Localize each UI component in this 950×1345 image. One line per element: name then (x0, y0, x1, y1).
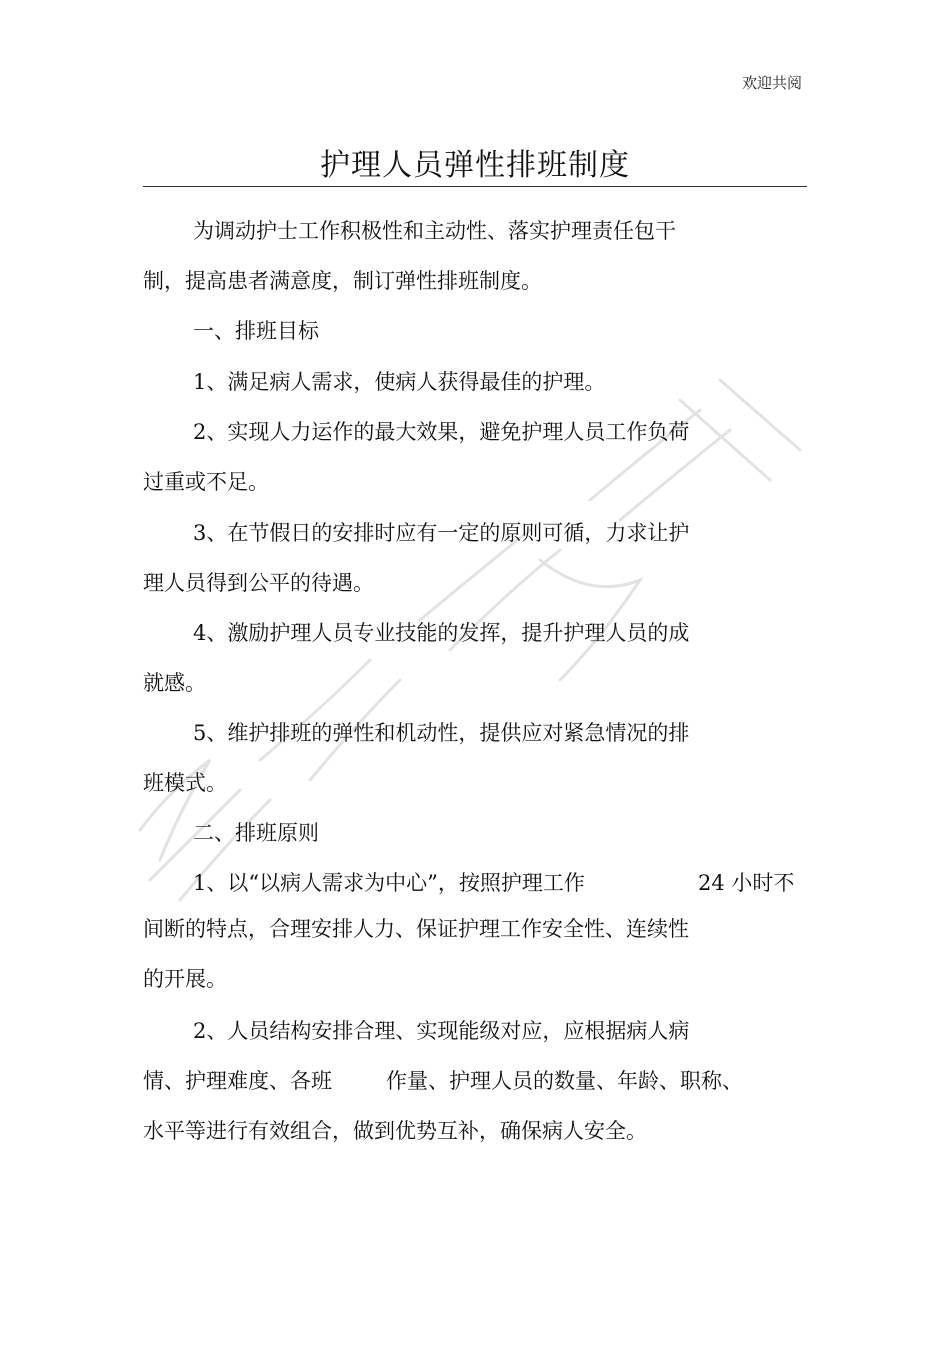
list-item: 1、以“以病人需求为中心”，按照护理工作 (193, 871, 585, 895)
list-item-continuation: 间断的特点，合理安排人力、保证护理工作安全性、连续性 (143, 917, 689, 941)
list-item-fragment: 作量、护理人员的数量、年龄、职称、 (386, 1069, 743, 1093)
list-item: 5、维护排班的弹性和机动性，提供应对紧急情况的排 (193, 721, 690, 745)
title-divider (143, 186, 807, 187)
list-item-continuation: 过重或不足。 (143, 470, 269, 494)
list-item-continuation: 班模式。 (143, 771, 227, 795)
list-item: 3、在节假日的安排时应有一定的原则可循，力求让护 (193, 521, 690, 545)
list-item-continuation: 的开展。 (143, 967, 227, 991)
list-item-fragment: 24 小时不 (698, 871, 795, 895)
list-item: 2、人员结构安排合理、实现能级对应，应根据病人病 (193, 1019, 690, 1043)
list-item: 4、激励护理人员专业技能的发挥，提升护理人员的成 (193, 621, 690, 645)
list-item-continuation: 理人员得到公平的待遇。 (143, 571, 374, 595)
section-heading: 二、排班原则 (193, 821, 319, 845)
list-item-continuation: 情、护理难度、各班 (143, 1069, 332, 1093)
paragraph-line: 制，提高患者满意度，制订弹性排班制度。 (143, 269, 542, 293)
document-title: 护理人员弹性排班制度 (320, 148, 630, 183)
list-item-continuation: 水平等进行有效组合，做到优势互补，确保病人安全。 (143, 1119, 647, 1143)
list-item-continuation: 就感。 (143, 671, 206, 695)
list-item: 2、实现人力运作的最大效果，避免护理人员工作负荷 (193, 420, 690, 444)
paragraph-line: 为调动护士工作积极性和主动性、落实护理责任包干 (193, 219, 676, 243)
section-heading: 一、排班目标 (193, 319, 319, 343)
header-note: 欢迎共阅 (741, 74, 802, 92)
list-item: 1、满足病人需求，使病人获得最佳的护理。 (193, 370, 606, 394)
